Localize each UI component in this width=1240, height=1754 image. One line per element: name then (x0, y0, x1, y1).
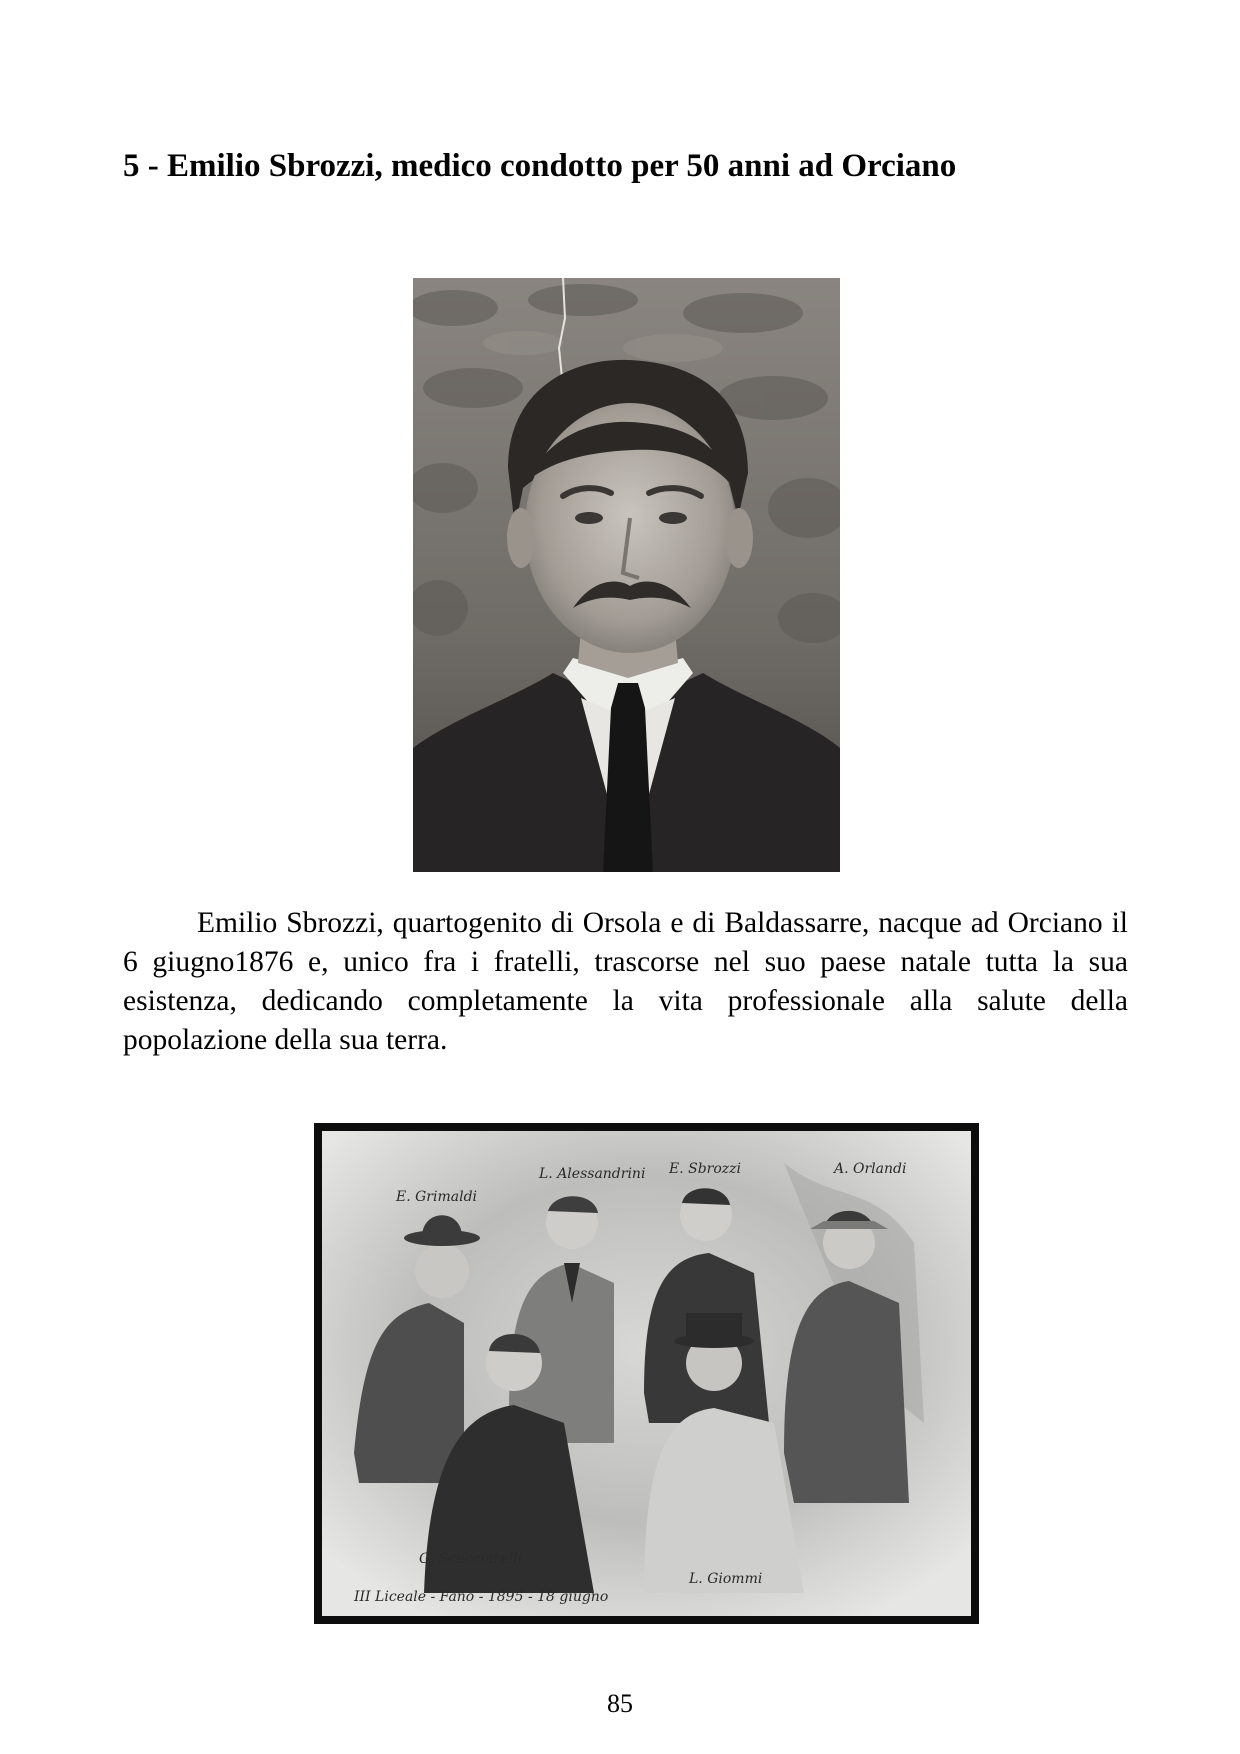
handwritten-name-3: E. Sbrozzi (669, 1161, 742, 1177)
handwritten-name-5: G. Scucciarelli (419, 1551, 522, 1567)
page-number: 85 (607, 1689, 633, 1718)
handwritten-name-2: L. Alessandrini (539, 1166, 646, 1182)
group-photo (314, 1123, 979, 1624)
group-photo-drawing (314, 1123, 979, 1624)
handwritten-inscription: III Liceale - Fano - 1895 - 18 giugno (354, 1589, 609, 1605)
body-paragraph: Emilio Sbrozzi, quartogenito di Orsola e di Baldassarre, nacque ad Orciano il 6 giugno1876 e, unico fra i fratelli, trascorse nel suo paese natale tutta la sua esistenza, dedicando completamente la vita professionale alla salute della popolazione della sua terra. (123, 907, 1128, 1056)
handwritten-name-4: A. Orlandi (834, 1161, 907, 1177)
portrait-photo-drawing (413, 278, 840, 872)
portrait-photo (413, 278, 840, 872)
page-title: 5 - Emilio Sbrozzi, medico condotto per 50 anni ad Orciano (123, 148, 957, 184)
handwritten-name-6: L. Giommi (689, 1571, 763, 1587)
handwritten-name-1: E. Grimaldi (396, 1189, 478, 1205)
